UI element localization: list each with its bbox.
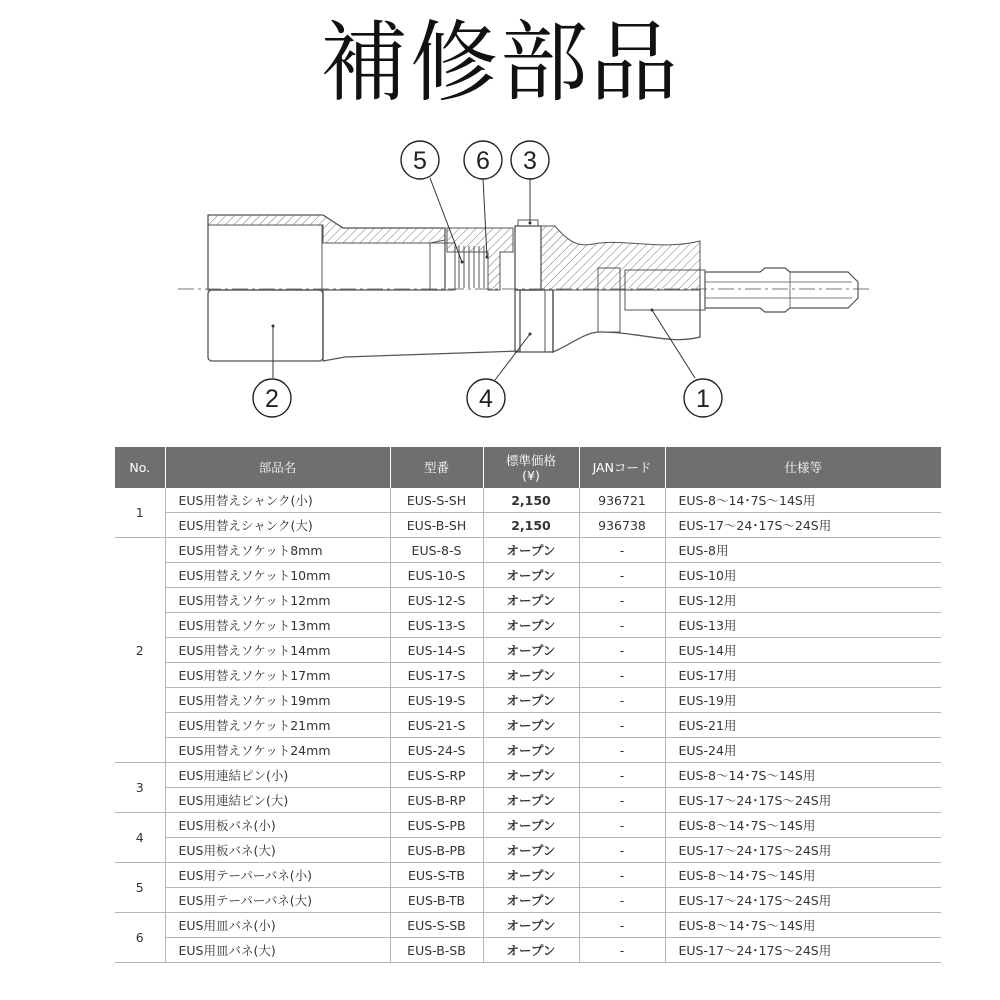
part-spec: EUS-8用 [665,538,941,563]
table-row [115,938,941,963]
header-name: 部品名 [165,447,390,488]
table-row [115,763,941,788]
part-price: オープン [483,788,579,813]
part-name: EUS用替えソケット14mm [165,638,390,663]
table-row [115,588,941,613]
part-jan: - [579,688,665,713]
svg-text:1: 1 [696,385,710,413]
part-name: EUS用板バネ(大) [165,838,390,863]
part-spec: EUS-14用 [665,638,941,663]
table-row [115,513,941,538]
header-price-unit: (¥) [522,467,540,483]
part-jan: - [579,913,665,938]
part-name: EUS用替えソケット24mm [165,738,390,763]
part-price: 2,150 [483,488,579,513]
part-price: オープン [483,888,579,913]
part-model: EUS-S-SH [390,488,483,513]
part-model: EUS-13-S [390,613,483,638]
svg-text:2: 2 [265,385,279,413]
table-row [115,738,941,763]
header-jan: JANコード [579,447,665,488]
part-model: EUS-24-S [390,738,483,763]
part-jan: - [579,588,665,613]
part-spec: EUS-8〜14･7S〜14S用 [665,813,941,838]
header-price-label: 標準価格 [505,452,556,468]
part-price: オープン [483,563,579,588]
part-jan: - [579,638,665,663]
callout-2 [253,379,291,417]
part-price: オープン [483,863,579,888]
part-name: EUS用替えシャンク(大) [165,513,390,538]
part-name: EUS用板バネ(小) [165,813,390,838]
part-price: オープン [483,763,579,788]
callout-1 [684,379,722,417]
page-title: 補修部品 [319,11,680,114]
part-spec: EUS-17〜24･17S〜24S用 [665,838,941,863]
table-row [115,888,941,913]
parts-diagram [0,135,1000,435]
table-row [115,488,941,513]
part-price: オープン [483,713,579,738]
part-spec: EUS-17〜24･17S〜24S用 [665,513,941,538]
part-spec: EUS-12用 [665,588,941,613]
header-model: 型番 [390,447,483,488]
table-row [115,563,941,588]
part-price: オープン [483,613,579,638]
part-jan: - [579,863,665,888]
part-jan: - [579,563,665,588]
table-row [115,538,941,563]
part-spec: EUS-17〜24･17S〜24S用 [665,938,941,963]
part-model: EUS-B-TB [390,888,483,913]
part-name: EUS用替えソケット10mm [165,563,390,588]
table-row [115,688,941,713]
part-name: EUS用連結ピン(小) [165,763,390,788]
part-model: EUS-B-SB [390,938,483,963]
part-jan: - [579,813,665,838]
part-price: オープン [483,813,579,838]
part-name: EUS用替えシャンク(小) [165,488,390,513]
part-name: EUS用替えソケット17mm [165,663,390,688]
part-jan: - [579,938,665,963]
part-jan: - [579,838,665,863]
parts-table [115,447,941,963]
part-name: EUS用皿バネ(小) [165,913,390,938]
part-price: オープン [483,738,579,763]
table-row [115,713,941,738]
part-name: EUS用替えソケット12mm [165,588,390,613]
table-row [115,613,941,638]
part-jan: - [579,613,665,638]
part-name: EUS用替えソケット13mm [165,613,390,638]
group-number: 3 [115,763,165,813]
part-price: オープン [483,913,579,938]
part-model: EUS-S-TB [390,863,483,888]
part-spec: EUS-17用 [665,663,941,688]
part-model: EUS-14-S [390,638,483,663]
callout-5 [401,141,439,179]
part-spec: EUS-19用 [665,688,941,713]
table-row [115,813,941,838]
part-model: EUS-B-SH [390,513,483,538]
group-number: 5 [115,863,165,913]
part-jan: 936738 [579,513,665,538]
group-number: 2 [115,538,165,763]
table-row [115,788,941,813]
part-name: EUS用皿バネ(大) [165,938,390,963]
part-jan: - [579,788,665,813]
part-model: EUS-19-S [390,688,483,713]
part-spec: EUS-13用 [665,613,941,638]
part-price: オープン [483,538,579,563]
header-spec: 仕様等 [665,447,941,488]
part-model: EUS-S-SB [390,913,483,938]
part-model: EUS-S-RP [390,763,483,788]
part-model: EUS-B-RP [390,788,483,813]
svg-text:4: 4 [479,385,493,413]
table-row [115,638,941,663]
part-model: EUS-21-S [390,713,483,738]
part-spec: EUS-8〜14･7S〜14S用 [665,863,941,888]
part-model: EUS-S-PB [390,813,483,838]
part-price: オープン [483,663,579,688]
part-model: EUS-B-PB [390,838,483,863]
part-price: オープン [483,938,579,963]
svg-text:3: 3 [523,147,537,175]
table-row [115,838,941,863]
table-row [115,663,941,688]
part-jan: - [579,738,665,763]
callout-6 [464,141,502,179]
part-jan: - [579,538,665,563]
callout-4 [467,379,505,417]
table-row [115,913,941,938]
part-model: EUS-8-S [390,538,483,563]
part-model: EUS-12-S [390,588,483,613]
part-jan: - [579,888,665,913]
table-row [115,863,941,888]
part-model: EUS-17-S [390,663,483,688]
group-number: 4 [115,813,165,863]
part-name: EUS用テーパーバネ(大) [165,888,390,913]
part-name: EUS用替えソケット19mm [165,688,390,713]
part-price: オープン [483,638,579,663]
group-number: 6 [115,913,165,963]
table-header-row [115,447,941,488]
part-spec: EUS-10用 [665,563,941,588]
part-name: EUS用替えソケット21mm [165,713,390,738]
leaf-spring [515,290,553,352]
part-spec: EUS-21用 [665,713,941,738]
part-jan: 936721 [579,488,665,513]
part-model: EUS-10-S [390,563,483,588]
svg-text:5: 5 [413,147,427,175]
part-spec: EUS-17〜24･17S〜24S用 [665,888,941,913]
group-number: 1 [115,488,165,538]
part-jan: - [579,663,665,688]
part-name: EUS用替えソケット8mm [165,538,390,563]
part-spec: EUS-24用 [665,738,941,763]
part-price: オープン [483,838,579,863]
part-jan: - [579,763,665,788]
header-no: No. [115,447,165,488]
part-jan: - [579,713,665,738]
part-price: 2,150 [483,513,579,538]
part-price: オープン [483,688,579,713]
part-spec: EUS-17〜24･17S〜24S用 [665,788,941,813]
part-spec: EUS-8〜14･7S〜14S用 [665,488,941,513]
callout-3 [511,141,549,179]
part-price: オープン [483,588,579,613]
part-spec: EUS-8〜14･7S〜14S用 [665,763,941,788]
part-spec: EUS-8〜14･7S〜14S用 [665,913,941,938]
svg-text:6: 6 [476,147,490,175]
header-price [483,447,579,488]
part-name: EUS用連結ピン(大) [165,788,390,813]
part-name: EUS用テーパーバネ(小) [165,863,390,888]
table-body [115,488,941,963]
